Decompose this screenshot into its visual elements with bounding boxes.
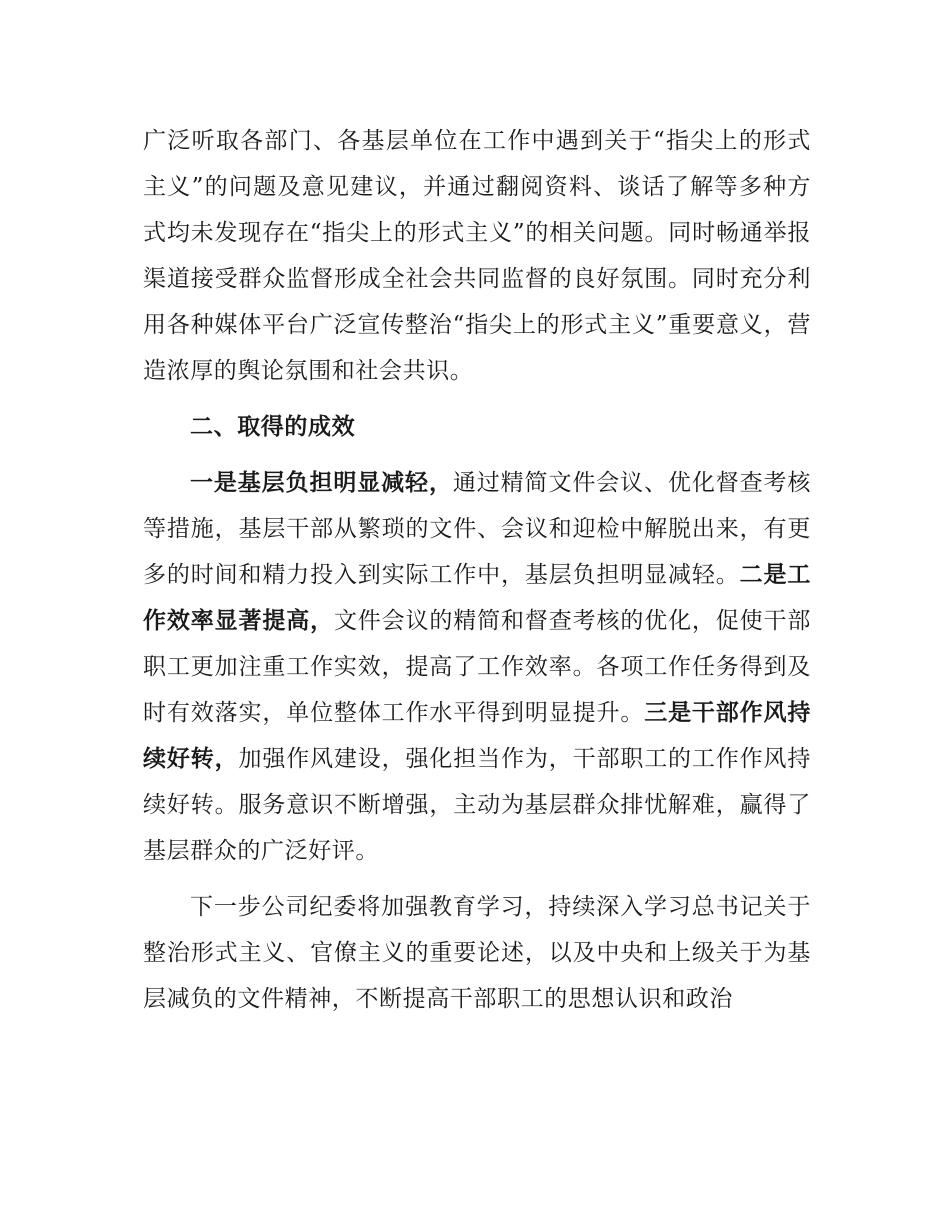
paragraph-measures-continued: 广泛听取各部门、各基层单位在工作中遇到关于“指尖上的形式主义”的问题及意见建议，并通过翻阅资料、谈话了解等多种方式均未发现存在“指尖上的形式主义”的相关问题。同时畅通举报渠道接受群众监督形成全社会共同监督的良好氛围。同时充分利用各种媒体平台广泛宣传整治“指尖上的形式主义”重要意义，营造浓厚的舆论氛围和社会共识。 [143,128,811,384]
achievement-lead-3: 三是干部作风持续好转， [143,700,812,772]
achievement-lead-1: 一是基层负担明显减轻， [190,470,453,496]
achievement-text-1: 通过精简文件会议、优化督查考核等措施，基层干部从繁琐的文件、会议和迎检中解脱出来，有更多的时间和精力投入到实际工作中，基层负担明显减轻。 [143,470,811,588]
paragraph-next-steps: 下一步公司纪委将加强教育学习，持续深入学习总书记关于整治形式主义、官僚主义的重要论述，以及中央和上级关于为基层减负的文件精神，不断提高干部职工的思想认识和政治 [143,894,811,1012]
document-body [143,118,811,1022]
achievement-text-2: 文件会议的精简和督查考核的优化，促使干部职工更加注重工作实效，提高了工作效率。各项工作任务得到及时有效落实，单位整体工作水平得到明显提升。 [143,608,811,726]
paragraph-gap [143,874,811,884]
paragraph-achievements [143,460,811,874]
section-heading-achievements: 二、取得的成效 [190,414,356,440]
achievement-lead-2: 二是工作效率显著提高， [143,562,811,634]
achievement-text-3: 加强作风建设，强化担当作为，干部职工的工作作风持续好转。服务意识不断增强，主动为基层群众排忧解难，赢得了基层群众的广泛好评。 [143,746,811,864]
